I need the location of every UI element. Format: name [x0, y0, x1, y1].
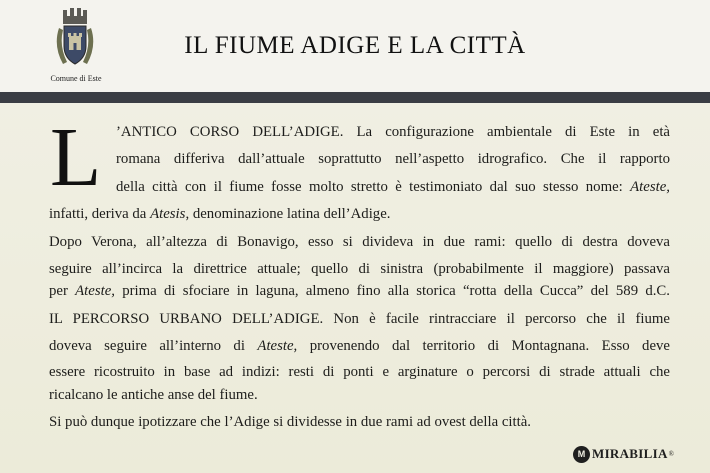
- logo-suffix: ®: [668, 450, 674, 458]
- logo-text: MIRABILIA: [592, 446, 668, 461]
- text-segment: , denominazione latina dell’Adige.: [185, 206, 391, 222]
- italic-term: Atesis: [150, 206, 186, 222]
- text-line: [49, 232, 670, 252]
- mirabilia-logo: [573, 444, 674, 464]
- drop-cap: L: [50, 111, 102, 204]
- divider-band: [0, 92, 710, 103]
- text-line: [49, 336, 670, 356]
- logo-mark: M: [573, 446, 590, 463]
- text-segment: essere ricostruito in base ad indizi: resti di ponti e arginature o percorsi di strade attuali che: [49, 364, 670, 380]
- text-segment: doveva seguire all’interno di: [49, 338, 258, 354]
- text-line: [116, 149, 670, 169]
- text-line: [49, 259, 670, 279]
- page-title: IL FIUME ADIGE E LA CITTÀ: [184, 32, 526, 59]
- text-line: [116, 177, 670, 197]
- comune-label: Comune di Este: [50, 74, 102, 83]
- italic-term: Ateste,: [257, 338, 298, 354]
- text-line: [49, 412, 670, 432]
- text-line: [49, 385, 670, 405]
- text-segment: romana differiva dall’attuale soprattutto nell’aspetto idrografico. Che il rapporto: [116, 151, 670, 167]
- header: [0, 0, 710, 92]
- text-line: [49, 281, 670, 301]
- text-line: [116, 122, 670, 142]
- text-segment: infatti, deriva da: [49, 206, 151, 222]
- text-segment: IL PERCORSO URBANO DELL’ADIGE. Non è facile rintracciare il percorso che il fiume: [49, 311, 670, 327]
- text-segment: ’ANTICO CORSO DELL’ADIGE. La configurazione ambientale di Este in età: [116, 124, 670, 140]
- text-segment: provenendo dal territorio di Montagnana. Esso deve: [297, 338, 670, 354]
- italic-term: Ateste,: [630, 179, 670, 195]
- italic-term: Ateste,: [75, 283, 115, 299]
- text-segment: per: [49, 283, 76, 299]
- text-line: [49, 309, 670, 329]
- text-segment: Dopo Verona, all’altezza di Bonavigo, esso si divideva in due rami: quello di destra doveva: [49, 234, 670, 250]
- text-segment: della città con il fiume fosse molto stretto è testimoniato dal suo stesso nome:: [116, 179, 631, 195]
- text-segment: prima di sfociare in laguna, almeno fino alla storica “rotta della Cucca” del 589 d.C.: [114, 283, 670, 299]
- text-line: [49, 204, 670, 224]
- text-segment: Si può dunque ipotizzare che l’Adige si dividesse in due rami ad ovest della città.: [49, 414, 531, 430]
- text-segment: ricalcano le antiche anse del fiume.: [49, 387, 258, 403]
- text-line: [49, 362, 670, 382]
- text-segment: seguire all’incirca la direttrice attuale; quello di sinistra (probabilmente il maggiore) passava: [49, 261, 670, 277]
